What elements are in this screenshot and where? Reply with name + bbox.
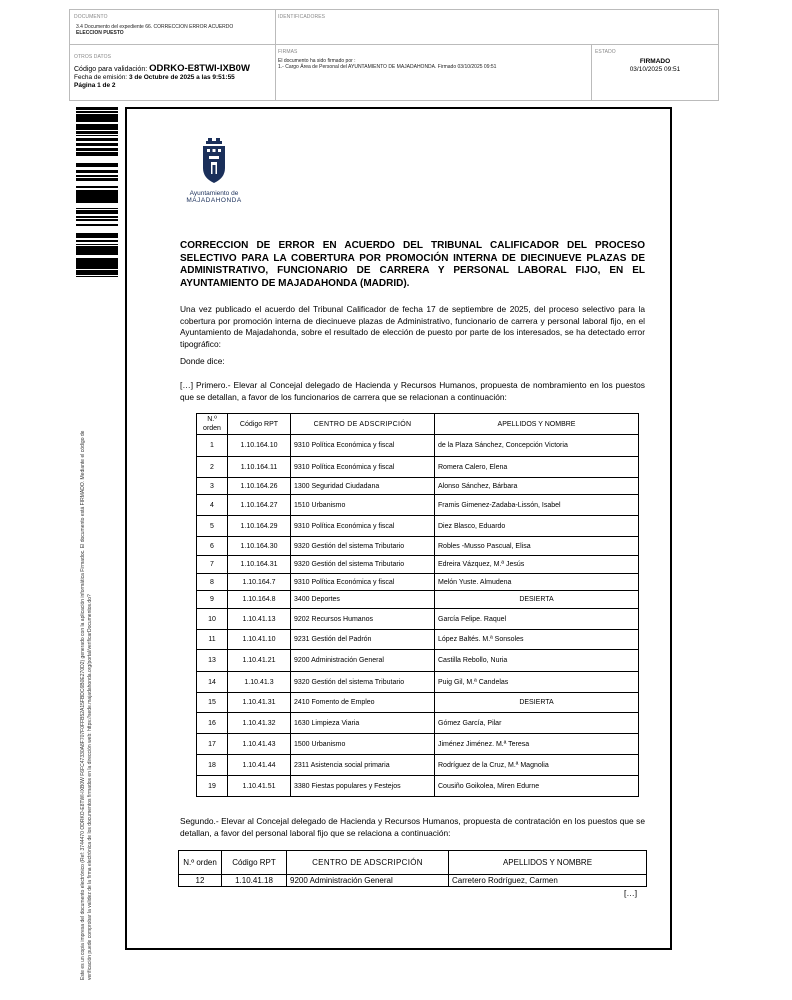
side-text-line-1: Este es un copia impresa del documento electrónico (Ref: 3744470 ODRKO-E8TWI-IXB0W F6FC47330A8F707F0FFB52A15FBDC6B0E270D2) generado con la aplicación informática Firmadoc. El documento está FIRMADO. Mediante el código de <box>80 430 86 980</box>
row-centro: 9202 Recursos Humanos <box>291 609 435 630</box>
row-orden: 5 <box>197 516 228 537</box>
table-row <box>197 574 639 591</box>
row-nombre: Jiménez Jiménez. M.ª Teresa <box>435 734 639 755</box>
row-centro: 9320 Gestión del sistema Tributario <box>291 556 435 574</box>
table-row <box>197 776 639 797</box>
row-centro: 1630 Limpieza Viaria <box>291 713 435 734</box>
fecha-emision: 3 de Octubre de 2025 a las 9:51:55 <box>128 74 235 81</box>
donde-dice: Donde dice: <box>180 356 225 366</box>
row-orden: 13 <box>197 650 228 672</box>
firmas-line-1: El documento ha sido firmado por : <box>278 58 356 64</box>
col-centro: CENTRO DE ADSCRIPCIÓN <box>291 414 435 435</box>
estado-cell <box>592 45 718 101</box>
row-orden: 8 <box>197 574 228 591</box>
laborales-table <box>178 850 647 887</box>
fecha-emision-line <box>74 74 235 81</box>
signature-header <box>69 9 719 101</box>
logo-line-2: MAJADAHONDA <box>186 197 242 204</box>
row-nombre: Carretero Rodríguez, Carmen <box>449 875 647 887</box>
estado-value: FIRMADO <box>639 58 671 65</box>
row-codigo: 1.10.164.10 <box>228 435 291 457</box>
codigo-validacion-line <box>74 63 250 74</box>
row-orden: 16 <box>197 713 228 734</box>
table-row <box>197 435 639 457</box>
table-row <box>197 693 639 713</box>
row-codigo: 1.10.164.29 <box>228 516 291 537</box>
row-codigo: 1.10.41.21 <box>228 650 291 672</box>
row-codigo: 1.10.41.44 <box>228 755 291 776</box>
row-centro: 1500 Urbanismo <box>291 734 435 755</box>
documento-cell <box>70 10 276 45</box>
otros-datos-label: OTROS DATOS <box>74 54 112 60</box>
table-row <box>197 713 639 734</box>
row-orden: 10 <box>197 609 228 630</box>
row-centro: 2410 Fomento de Empleo <box>291 693 435 713</box>
row-codigo: 1.10.164.27 <box>228 495 291 516</box>
row-codigo: 1.10.41.43 <box>228 734 291 755</box>
table-row <box>197 478 639 495</box>
documento-value-1: 3.4 Documento del expediente 66. CORRECCION ERROR ACUERDO <box>76 24 234 30</box>
side-text-line-2: verificación puede comprobar la validez de la firma electrónica de los documentos firmados en la dirección web: https://sede.majadahonda.org/portal/verificarDocumentos.do? <box>86 594 93 980</box>
intro-paragraph: Una vez publicado el acuerdo del Tribunal Calificador de fecha 17 de septiembre de 2025, del proceso selectivo para la cobertura por promoción interna de diecinueve plazas de Administrativo, funcionario de carrera y personal laboral fijo, en el Ayuntamiento de Majadahonda, sobre el resultado de elección de puesto por parte de los interesados, se ha detectado error tipográfico: <box>180 304 645 349</box>
otros-datos-cell <box>70 45 276 101</box>
firmas-line-2: 1.- Cargo Área de Personal del AYUNTAMIENTO DE MAJADAHONDA. Firmado 03/10/2025 09:51 <box>278 64 497 70</box>
row-orden: 17 <box>197 734 228 755</box>
row-orden: 2 <box>197 457 228 478</box>
table-row <box>197 630 639 650</box>
table-row <box>197 556 639 574</box>
table-row <box>197 495 639 516</box>
row-orden: 15 <box>197 693 228 713</box>
row-codigo: 1.10.41.18 <box>222 875 287 887</box>
row-centro: 3400 Deportes <box>291 591 435 609</box>
row-nombre: García Felipe. Raquel <box>435 609 639 630</box>
table-row <box>197 734 639 755</box>
table-row <box>179 875 647 887</box>
ellipsis: […] <box>624 888 638 898</box>
laborales-table-body <box>179 875 647 887</box>
table-row <box>197 457 639 478</box>
row-orden: 19 <box>197 776 228 797</box>
row-nombre: Cousiño Goikolea, Miren Edurne <box>435 776 639 797</box>
funcionarios-table <box>196 413 639 797</box>
col-codigo-2: Código RPT <box>222 851 287 875</box>
row-nombre: Melón Yuste. Almudena <box>435 574 639 591</box>
row-nombre: Castilla Rebollo, Nuria <box>435 650 639 672</box>
row-nombre: DESIERTA <box>435 693 639 713</box>
row-orden: 3 <box>197 478 228 495</box>
documento-value-2: ELECCION PUESTO <box>76 30 124 36</box>
row-codigo: 1.10.164.30 <box>228 537 291 556</box>
row-centro: 9310 Política Económica y fiscal <box>291 457 435 478</box>
row-nombre: Edreira Vázquez, M.ª Jesús <box>435 556 639 574</box>
document-title: CORRECCION DE ERROR EN ACUERDO DEL TRIBUNAL CALIFICADOR DEL PROCESO SELECTIVO PARA LA COBERTURA POR PROMOCIÓN INTERNA DE DIECINUEVE PLAZAS DE ADMINISTRATIVO, FUNCIONARIO DE CARRERA Y PERSONAL LABORAL FIJO, EN EL AYUNTAMIENTO DE MAJADAHONDA (MADRID). <box>180 240 645 289</box>
col-orden-2: N.º orden <box>179 851 222 875</box>
identificadores-label: IDENTIFICADORES <box>278 14 326 20</box>
fecha-emision-label: Fecha de emisión: <box>74 74 128 81</box>
estado-fecha: 03/10/2025 09:51 <box>629 66 681 73</box>
row-codigo: 1.10.164.31 <box>228 556 291 574</box>
primero-paragraph: […] Primero.- Elevar al Concejal delegado de Hacienda y Recursos Humanos, propuesta de nombramiento en los puestos que se detallan, a favor de los funcionarios de carrera que se relacionan a continuación: <box>180 380 645 402</box>
row-codigo: 1.10.164.26 <box>228 478 291 495</box>
row-nombre: de la Plaza Sánchez, Concepción Victoria <box>435 435 639 457</box>
row-orden: 18 <box>197 755 228 776</box>
row-orden: 14 <box>197 672 228 693</box>
row-nombre: Romera Calero, Elena <box>435 457 639 478</box>
coat-of-arms-icon <box>201 138 227 184</box>
codigo-validacion: ODRKO-E8TWI-IXB0W <box>149 63 250 74</box>
row-centro: 9231 Gestión del Padrón <box>291 630 435 650</box>
row-centro: 9320 Gestión del sistema Tributario <box>291 537 435 556</box>
row-centro: 9310 Política Económica y fiscal <box>291 435 435 457</box>
row-codigo: 1.10.41.32 <box>228 713 291 734</box>
row-orden: 6 <box>197 537 228 556</box>
col-centro-2: CENTRO DE ADSCRIPCIÓN <box>287 851 449 875</box>
col-orden: N.º orden <box>197 414 228 435</box>
table-row <box>197 537 639 556</box>
municipality-logo <box>183 138 245 208</box>
row-nombre: Robles -Musso Pascual, Elisa <box>435 537 639 556</box>
row-nombre: Puig Gil, M.ª Candelas <box>435 672 639 693</box>
row-centro: 2311 Asistencia social primaria <box>291 755 435 776</box>
row-orden: 4 <box>197 495 228 516</box>
row-orden: 1 <box>197 435 228 457</box>
firmas-label: FIRMAS <box>278 49 298 55</box>
firmas-cell <box>276 45 592 101</box>
table-row <box>197 672 639 693</box>
funcionarios-table-body <box>197 435 639 797</box>
estado-label: ESTADO <box>595 49 616 55</box>
row-codigo: 1.10.41.3 <box>228 672 291 693</box>
row-centro: 1300 Seguridad Ciudadana <box>291 478 435 495</box>
row-nombre: Alonso Sánchez, Bárbara <box>435 478 639 495</box>
col-nombre-2: APELLIDOS Y NOMBRE <box>449 851 647 875</box>
side-verification-text <box>80 431 93 980</box>
row-orden: 7 <box>197 556 228 574</box>
table-row <box>197 755 639 776</box>
codigo-validacion-label: Código para validación: <box>74 66 148 73</box>
documento-label: DOCUMENTO <box>74 14 108 20</box>
row-centro: 9310 Política Económica y fiscal <box>291 516 435 537</box>
col-codigo: Código RPT <box>228 414 291 435</box>
row-orden: 12 <box>179 875 222 887</box>
row-nombre: López Baltés. M.ª Sonsoles <box>435 630 639 650</box>
col-nombre: APELLIDOS Y NOMBRE <box>435 414 639 435</box>
row-nombre: Rodríguez de la Cruz, M.ª Magnolia <box>435 755 639 776</box>
row-nombre: Gómez García, Pilar <box>435 713 639 734</box>
pagina: Página 1 de 2 <box>74 82 116 89</box>
row-codigo: 1.10.41.51 <box>228 776 291 797</box>
row-centro: 9310 Política Económica y fiscal <box>291 574 435 591</box>
row-orden: 11 <box>197 630 228 650</box>
row-centro: 9320 Gestión del sistema Tributario <box>291 672 435 693</box>
segundo-paragraph: Segundo.- Elevar al Concejal delegado de Hacienda y Recursos Humanos, propuesta de contratación en los puestos que se detallan, a favor del personal laboral fijo que se relaciona a continuación: <box>180 816 645 838</box>
row-nombre: Diez Blasco, Eduardo <box>435 516 639 537</box>
table-row <box>197 609 639 630</box>
row-centro: 9200 Administración General <box>287 875 449 887</box>
row-nombre: DESIERTA <box>435 591 639 609</box>
row-centro: 9200 Administración General <box>291 650 435 672</box>
row-nombre: Framis Gimenez-Zadaba-Lissón, Isabel <box>435 495 639 516</box>
row-centro: 3380 Fiestas populares y Festejos <box>291 776 435 797</box>
table-row <box>197 516 639 537</box>
row-centro: 1510 Urbanismo <box>291 495 435 516</box>
row-codigo: 1.10.164.7 <box>228 574 291 591</box>
row-orden: 9 <box>197 591 228 609</box>
logo-line-1: Ayuntamiento de <box>189 190 239 197</box>
table-row <box>197 650 639 672</box>
row-codigo: 1.10.164.8 <box>228 591 291 609</box>
row-codigo: 1.10.41.31 <box>228 693 291 713</box>
identificadores-cell <box>276 10 718 45</box>
table-row <box>197 591 639 609</box>
row-codigo: 1.10.41.10 <box>228 630 291 650</box>
row-codigo: 1.10.164.11 <box>228 457 291 478</box>
row-codigo: 1.10.41.13 <box>228 609 291 630</box>
barcode-image <box>76 107 118 277</box>
